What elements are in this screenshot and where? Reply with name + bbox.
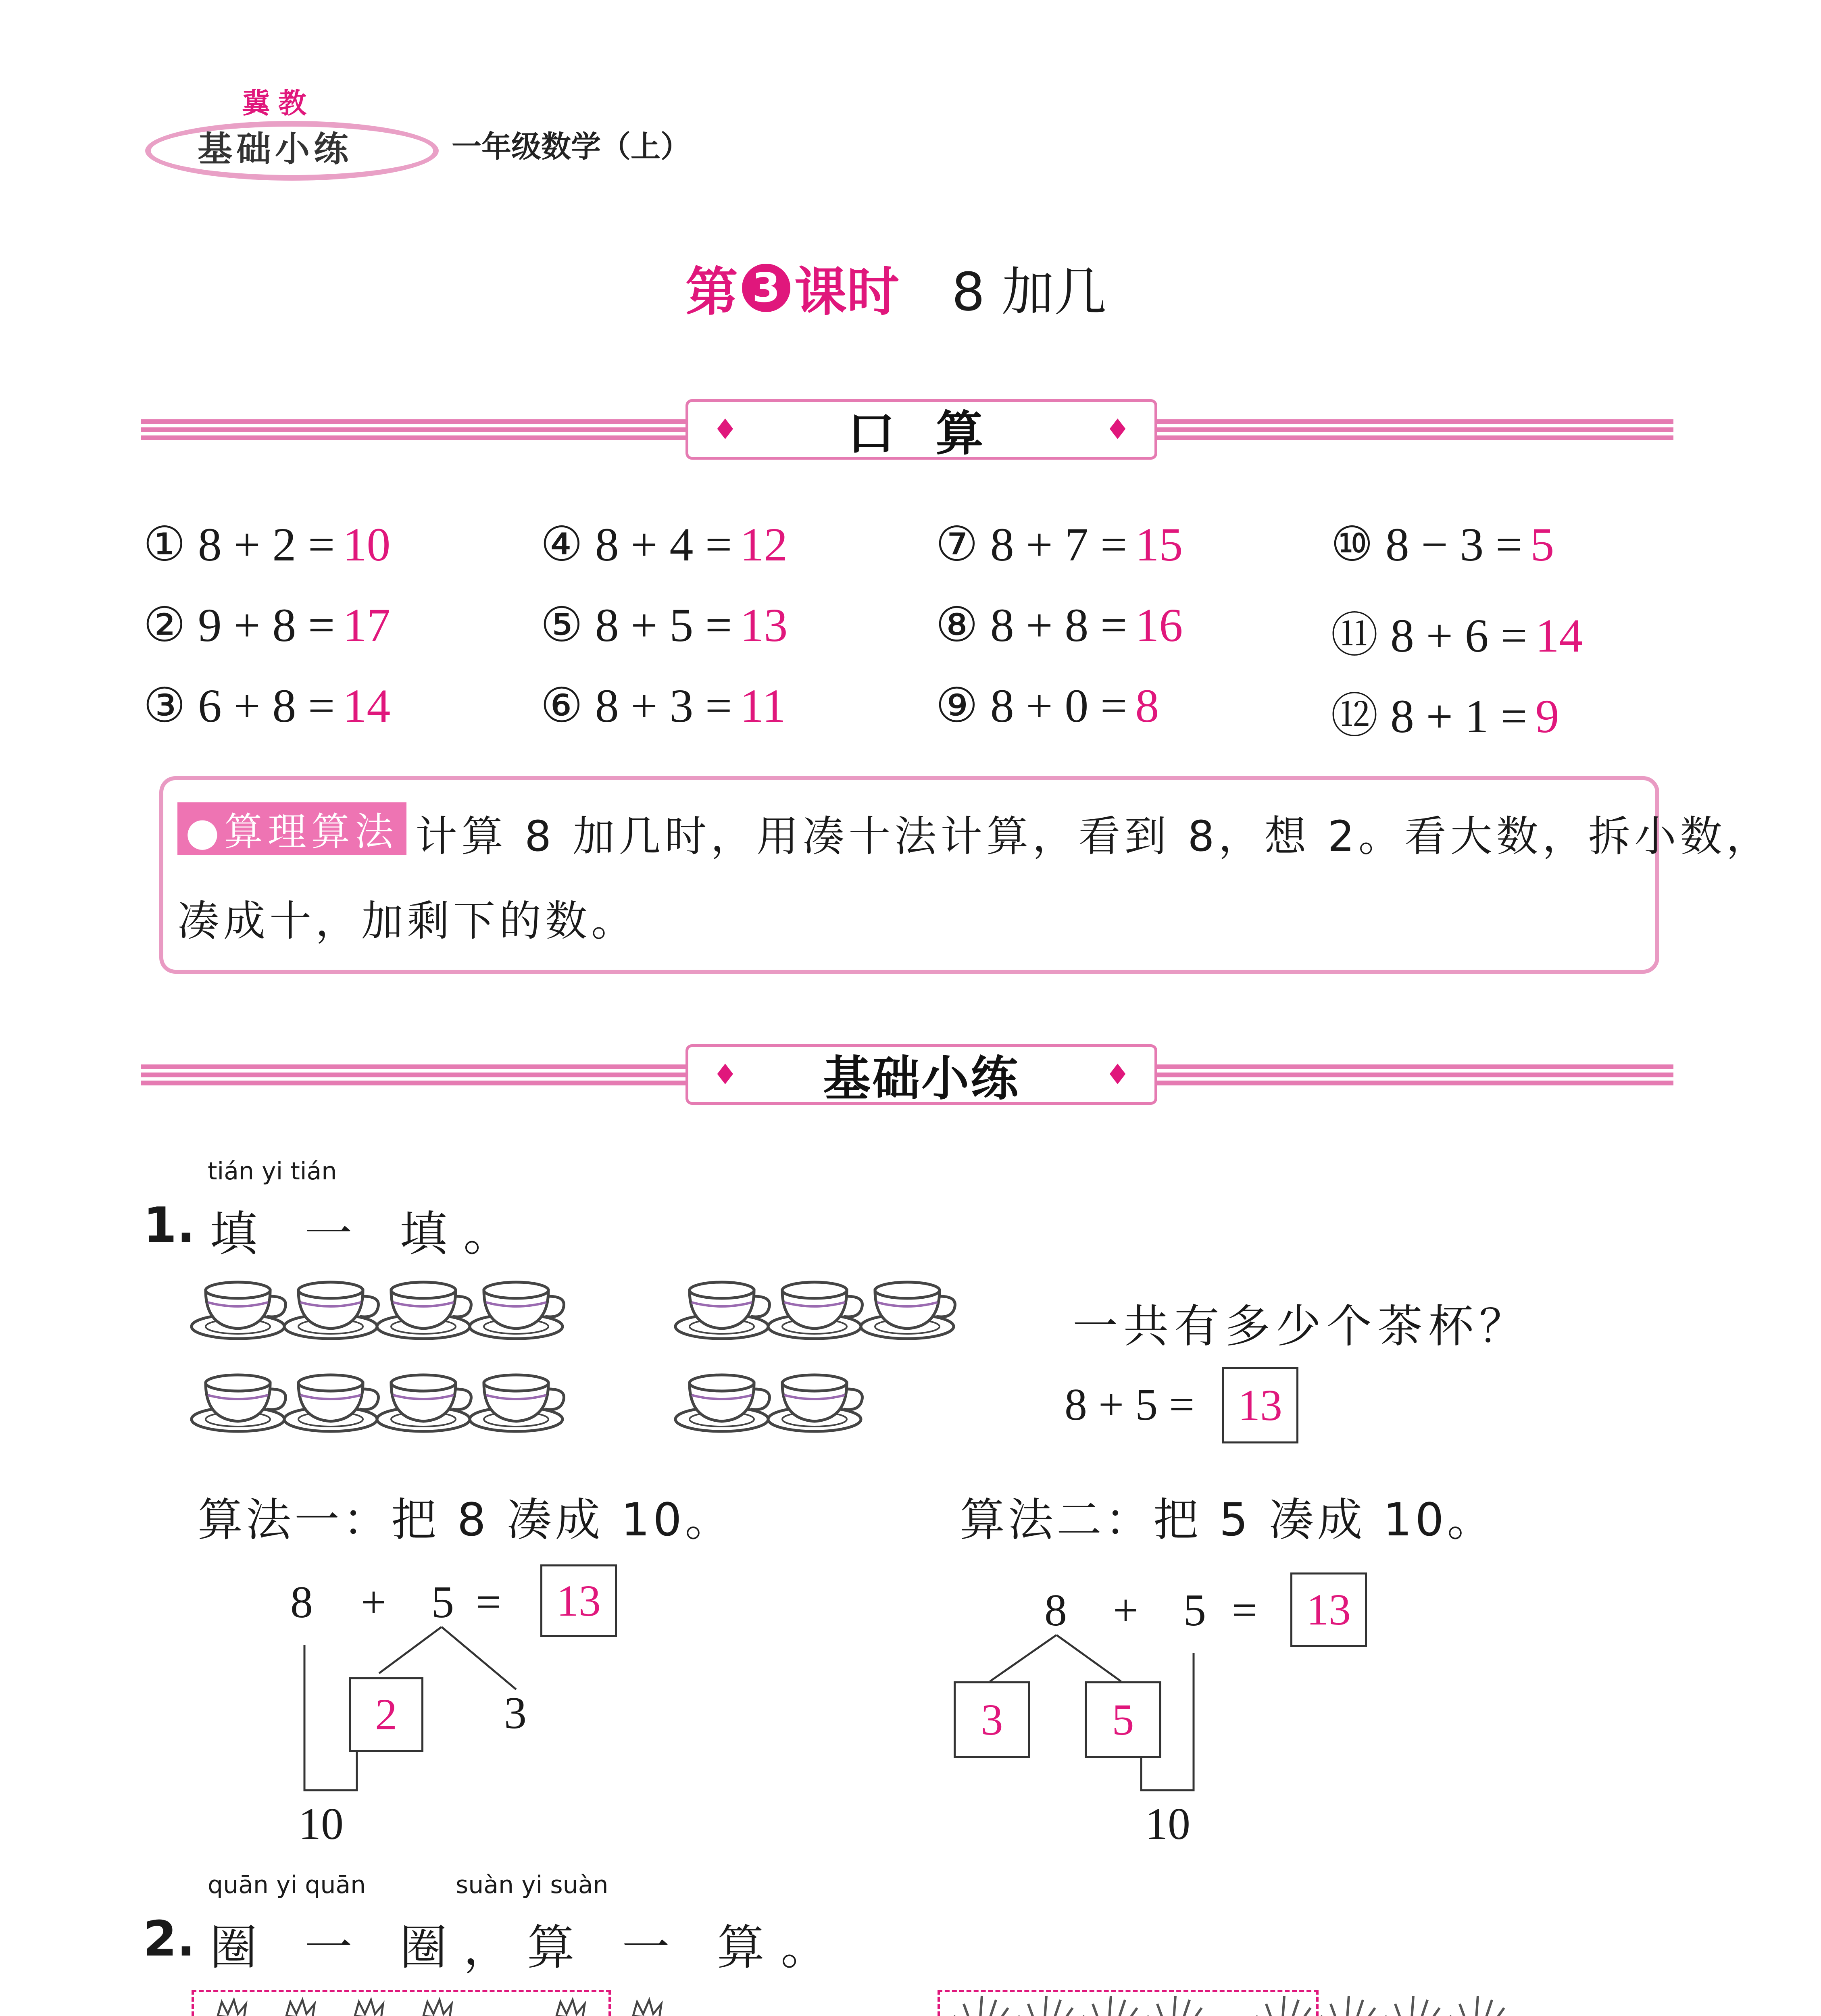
strawberry-icon [407,2000,464,2016]
method1-title: 算法一：把 8 凑成 10。 [198,1494,733,1546]
mental-math-expression: 8 + 6 = [1390,609,1527,662]
method1-split-rest: 3 [504,1688,527,1738]
mental-math-expression: 8 + 8 = [990,599,1127,652]
teacup-icon [284,1282,378,1339]
method2-title: 算法二：把 5 凑成 10。 [960,1494,1496,1546]
lesson-topic: 8 加几 [952,261,1107,323]
method1-eq: = [476,1577,502,1627]
mental-math-index: ⑩ [1331,518,1373,571]
teacup-icon [192,1282,285,1339]
mental-math-index: ⑥ [540,679,583,732]
teacup-icon [675,1282,769,1339]
diamond-icon: ♦ [713,413,738,446]
mental-math-item [936,677,1159,733]
method2-a: 8 [1044,1585,1067,1635]
mental-math-item [143,516,390,572]
mental-math-item [1331,597,1583,665]
tip-line-2: 凑成十，加剩下的数。 [177,896,638,946]
method2-b: 5 [1183,1585,1206,1635]
teacup-icon [377,1375,471,1431]
mental-math-answer: 17 [343,599,391,652]
mental-math-answer: 11 [740,679,786,732]
teacups-illustration [190,1270,996,1464]
mental-math-answer: 9 [1535,690,1559,743]
mental-math-item [143,597,390,653]
q1-instruction: 填 一 填。 [210,1206,527,1262]
teacup-group-8 [192,1282,564,1431]
mental-math-index: ② [143,599,186,652]
tip-line-1: 计算 8 加几时，用凑十法计算，看到 8，想 2。看大数，拆小数， [415,812,1772,861]
mental-math-expression: 8 + 4 = [595,518,732,571]
mental-math-answer: 8 [1135,679,1159,732]
mental-math-expression: 8 + 0 = [990,679,1127,732]
mental-math-index: ③ [143,679,186,732]
teacup-icon [377,1282,471,1339]
diamond-icon: ♦ [713,1058,738,1091]
lesson-label-pre: 第 [685,261,738,323]
method1-a: 8 [290,1577,313,1627]
pineapple-icon [1132,1996,1206,2016]
section-header-oral [685,399,1157,460]
mental-math-index: ④ [540,518,583,571]
mental-math-item [1331,516,1554,572]
q1-number: 1. [143,1198,196,1254]
mental-math-index: ⑨ [936,679,978,732]
method2-split-left-box: 3 [954,1681,1030,1758]
method2-eq: = [1232,1585,1258,1635]
q2-number: 2. [143,1911,196,1967]
mental-math-index: ⑫ [1331,690,1379,743]
q1-question: 一共有多少个茶杯？ [1073,1300,1530,1353]
mental-math-expression: 8 + 7 = [990,518,1127,571]
mental-math-answer: 10 [343,518,391,571]
q2-pinyin-1: quān yi quān [208,1871,366,1899]
strawberry-icon [202,2000,258,2016]
mental-math-answer: 15 [1135,518,1183,571]
book-subtitle: 一年级数学（上） [452,129,690,164]
mental-math-item [936,516,1183,572]
mental-math-item [540,597,788,653]
mental-math-expression: 8 + 5 = [595,599,732,652]
pineapple-icon [1068,1996,1142,2016]
method2-plus: + [1113,1585,1139,1635]
mental-math-expression: 8 + 2 = [198,518,335,571]
q2-pinyin-2: suàn yi suàn [456,1871,608,1899]
pineapple-icon [1370,1996,1444,2016]
mental-math-item [143,677,390,733]
mental-math-item [936,597,1183,653]
q1-expression: 8 + 5 = [1065,1380,1195,1430]
diamond-icon: ♦ [1105,1058,1130,1091]
mental-math-index: ⑧ [936,599,978,652]
q2-instruction: 圈 一 圈，算 一 算。 [210,1920,845,1975]
teacup-icon [470,1375,564,1431]
lesson-number-badge: 3 [742,264,790,312]
publisher-label: 冀教 [242,87,315,120]
mental-math-item [540,516,788,572]
method1-split-box: 2 [349,1677,423,1752]
mental-math-answer: 16 [1135,599,1183,652]
mental-math-answer: 14 [343,679,391,732]
mental-math-expression: 6 + 8 = [198,679,335,732]
pineapple-icon [1241,1996,1315,2016]
lesson-title [685,250,1106,325]
strawberries-illustration [190,1996,698,2016]
lesson-label-post: 课时 [794,261,900,323]
pineapple-icon [1003,1996,1077,2016]
section-title-oral: 口 算 [847,406,996,461]
mental-math-item [540,677,786,733]
teacup-icon [861,1282,955,1339]
q1-answer-box: 13 [1222,1367,1298,1443]
strawberry-icon [270,2000,327,2016]
teacup-icon [675,1375,769,1431]
method1-result-box: 13 [540,1564,617,1637]
teacup-icon [192,1375,285,1431]
mental-math-index: ① [143,518,186,571]
pineapple-icon [1306,1996,1380,2016]
pineapples-illustration [940,1996,1544,2016]
teacup-icon [284,1375,378,1431]
mental-math-expression: 8 + 1 = [1390,690,1527,743]
mental-math-expression: 8 + 3 = [595,679,732,732]
mental-math-answer: 5 [1530,518,1554,571]
section-header-practice [685,1044,1157,1105]
mental-math-answer: 13 [740,599,788,652]
method1-ten: 10 [298,1799,344,1849]
mental-math-index: ⑤ [540,599,583,652]
method1-plus: + [361,1577,387,1627]
method1-b: 5 [431,1577,454,1627]
strawberry-icon [540,2000,597,2016]
mental-math-index: ⑦ [936,518,978,571]
mental-math-expression: 8 − 3 = [1385,518,1523,571]
strawberry-icon [339,2000,395,2016]
method2-ten: 10 [1145,1799,1190,1849]
tip-badge: ●算理算法 [177,802,406,855]
mental-math-answer: 14 [1535,609,1583,662]
series-title: 基础小练 [198,129,352,169]
teacup-group-5 [675,1282,955,1431]
teacup-icon [768,1375,862,1431]
mental-math-expression: 9 + 8 = [198,599,335,652]
section-title-practice: 基础小练 [823,1051,1020,1106]
diamond-icon: ♦ [1105,413,1130,446]
teacup-icon [470,1282,564,1339]
teacup-icon [768,1282,862,1339]
method2-result-box: 13 [1290,1572,1367,1647]
pineapple-icon [1435,1996,1509,2016]
method2-split-right-box: 5 [1085,1681,1161,1758]
strawberry-icon [617,2000,673,2016]
q1-pinyin: tián yi tián [208,1157,337,1185]
mental-math-answer: 12 [740,518,788,571]
mental-math-item [1331,677,1559,746]
pineapple-icon [940,1996,1013,2016]
mental-math-index: ⑪ [1331,609,1379,662]
